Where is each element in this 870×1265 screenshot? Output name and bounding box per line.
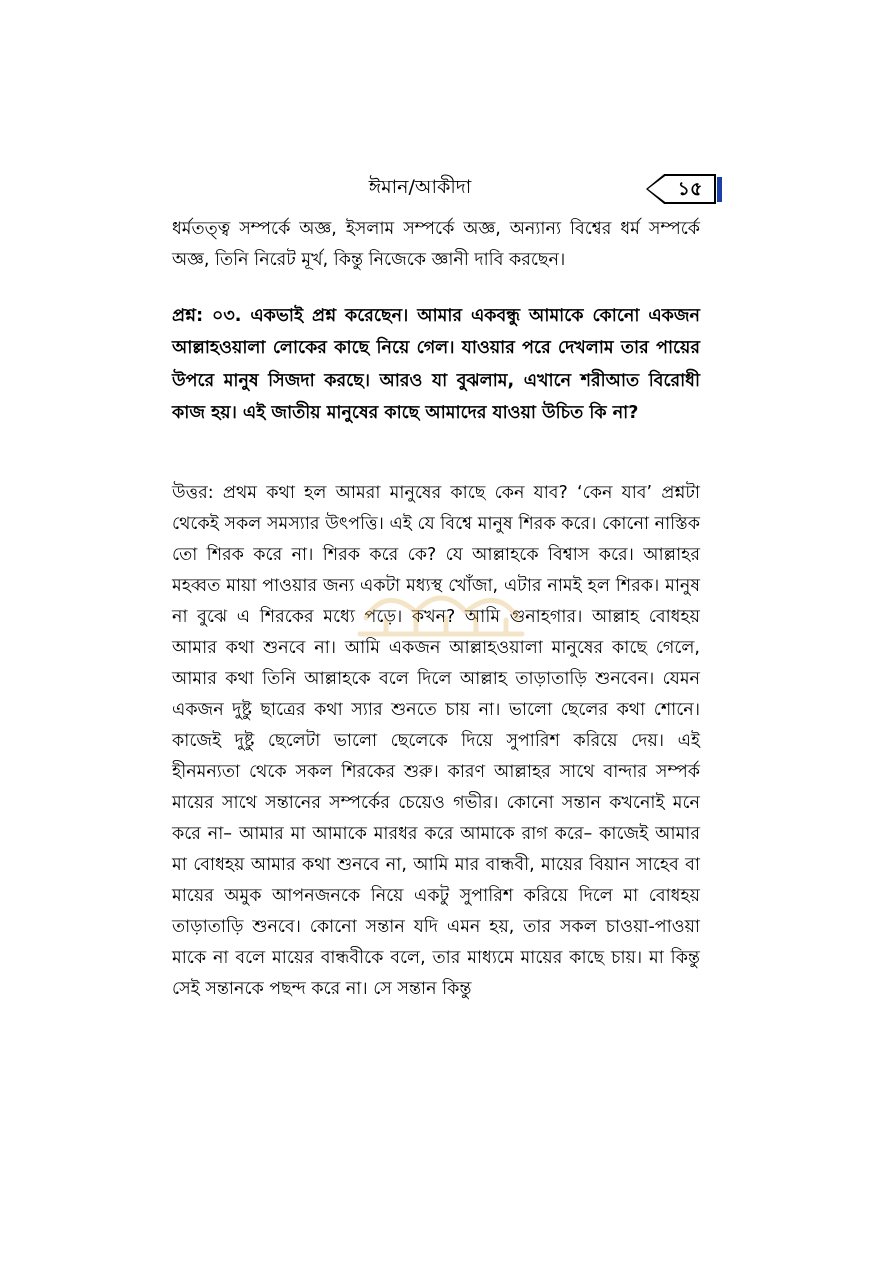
lead-paragraph (172, 214, 700, 276)
answer-paragraph (172, 478, 700, 1005)
answer-text: উত্তর: প্রথম কথা হল আমরা মানুষের কাছে কেন যাব? ‘কেন যাব’ প্রশ্নটা থেকেই সকল সমস্যার উৎপত্তি। এই যে বিশ্বে মানুষ শিরক করে। কোনো নাস্তিক তো শিরক করে না। শিরক করে কে? যে আল্লাহকে বিশ্বাস করে। আল্লাহর মহব্বত মায়া পাওয়ার জন্য একটা মধ্যস্থ খোঁজা, এটার নামই হল শিরক। মানুষ না বুঝে এ শিরকের মধ্যে পড়ে। কখন? আমি গুনাহগার। আল্লাহ বোধহয় আমার কথা শুনবে না। আমি একজন আল্লাহওয়ালা মানুষের কাছে গেলে, আমার কথা তিনি আল্লাহকে বলে দিলে আল্লাহ তাড়াতাড়ি শুনবেন। যেমন একজন দুষ্টু ছাত্রের কথা স্যার শুনতে চায় না। ভালো ছেলের কথা শোনে। কাজেই দুষ্টু ছেলেটা ভালো ছেলেকে দিয়ে সুপারিশ করিয়ে দেয়। এই হীনমন্যতা থেকে সকল শিরকের শুরু। কারণ আল্লাহর সাথে বান্দার সম্পর্ক মায়ের সাথে সন্তানের সম্পর্কের চেয়েও গভীর। কোনো সন্তান কখনোই মনে করে না– আমার মা আমাকে মারধর করে আমাকে রাগ করে– কাজেই আমার মা বোধহয় আমার কথা শুনবে না, আমি মার বান্ধবী, মায়ের বিয়ান সাহেব বা মায়ের অমুক আপনজনকে নিয়ে একটু সুপারিশ করিয়ে দিলে মা বোধহয় তাড়াতাড়ি শুনবে। কোনো সন্তান যদি এমন হয়, তার সকল চাওয়া-পাওয়া মাকে না বলে মায়ের বান্ধবীকে বলে, তার মাধ্যমে মায়ের কাছে চায়। মা কিন্তু সেই সন্তানকে পছন্দ করে না। সে সন্তান কিন্তু (172, 483, 700, 999)
question-paragraph (172, 300, 700, 430)
question-text: প্রশ্ন: ০৩. একভাই প্রশ্ন করেছেন। আমার একবন্ধু আমাকে কোনো একজন আল্লাহওয়ালা লোকের কাছে নিয়ে গেল। যাওয়ার পরে দেখলাম তার পায়ের উপরে মানুষ সিজদা করছে। আরও যা বুঝলাম, এখানে শরীআত বিরোধী কাজ হয়। এই জাতীয় মানুষের কাছে আমাদের যাওয়া উচিত কি না? (172, 306, 700, 424)
lead-paragraph-text: ধর্মতত্ত্ব সম্পর্কে অজ্ঞ, ইসলাম সম্পর্কে অজ্ঞ, অন্যান্য বিশ্বের ধর্ম সম্পর্কে অজ্ঞ, তিনি নিরেট মূর্খ, কিন্তু নিজেকে জ্ঞানী দাবি করছেন। (172, 219, 700, 270)
publisher-watermark-logo (346, 578, 536, 650)
running-header-title: ঈমান/আকীদা (368, 176, 472, 198)
page-number: ১৫ (677, 178, 703, 200)
page-edge-marker (717, 177, 722, 202)
